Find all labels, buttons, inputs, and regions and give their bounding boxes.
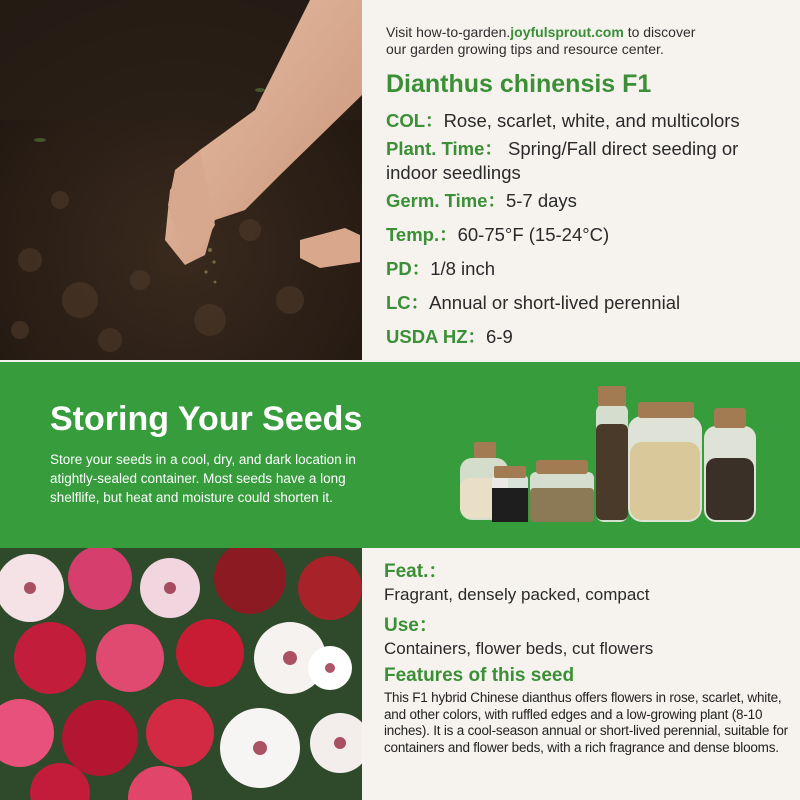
visit-suffix: to discover	[623, 24, 696, 40]
storing-title: Storing Your Seeds	[50, 400, 363, 438]
plant-name: Dianthus chinensis F1	[386, 70, 652, 98]
attr-usda-zone	[386, 325, 790, 349]
features-panel	[362, 548, 800, 800]
attr-life-cycle	[386, 291, 790, 315]
attr-germination-time-key: Germ. Time：	[386, 190, 506, 211]
attr-planting-depth-value: 1/8 inch	[430, 258, 495, 279]
attr-color-key: COL：	[386, 110, 444, 131]
attr-color	[386, 109, 790, 133]
attr-temperature-value: 60-75°F (15-24°C)	[457, 224, 610, 245]
top-section	[0, 0, 800, 360]
use-value: Containers, flower beds, cut flowers	[384, 639, 654, 658]
visit-line2: our garden growing tips and resource center.	[386, 41, 664, 57]
attr-temperature-key: Temp.：	[386, 224, 458, 245]
plant-info-panel	[362, 0, 800, 360]
attr-color-value: Rose, scarlet, white, and multicolors	[443, 110, 740, 131]
dianthus-flowers-photo	[0, 548, 362, 800]
visit-text	[386, 24, 790, 58]
seed-jars-photo	[450, 380, 770, 530]
attr-germination-time-value: 5-7 days	[505, 190, 577, 211]
feat-label: Feat.：	[384, 561, 448, 582]
visit-domain-link[interactable]: joyfulsprout.com	[510, 24, 624, 40]
storing-text: Store your seeds in a cool, dry, and dark location in atightly-sealed container. Most seeds have a long shelflife, but heat and moisture could shorten it.	[50, 452, 356, 505]
soil-sowing-photo	[0, 0, 362, 360]
attr-planting-time-key: Plant. Time：	[386, 138, 503, 159]
visit-prefix: Visit how-to-garden.	[386, 24, 511, 40]
attr-germination-time	[386, 189, 790, 213]
attr-planting-time-value: Spring/Fall direct seeding or indoor seedlings	[386, 138, 739, 183]
features-text: This F1 hybrid Chinese dianthus offers flowers in rose, scarlet, white, and other colors, with ruffled edges and a low-growing plant (8-10 inches). It is a cool-season annual or short-lived perennial, suitable for containers and flower beds, with a rich fragrance and dense blooms.	[384, 690, 788, 755]
storing-seeds-band	[0, 362, 800, 548]
attr-planting-time	[386, 137, 790, 185]
use-label: Use：	[384, 615, 438, 636]
attr-temperature	[386, 223, 790, 247]
attr-usda-zone-value: 6-9	[486, 326, 513, 347]
features-title: Features of this seed	[384, 665, 575, 686]
attr-planting-depth-key: PD：	[386, 258, 431, 279]
attr-life-cycle-value: Annual or short-lived perennial	[429, 292, 681, 313]
attr-life-cycle-key: LC：	[386, 292, 430, 313]
attr-planting-depth	[386, 257, 790, 281]
feat-value: Fragrant, densely packed, compact	[384, 585, 650, 604]
attr-usda-zone-key: USDA HZ：	[386, 326, 487, 347]
